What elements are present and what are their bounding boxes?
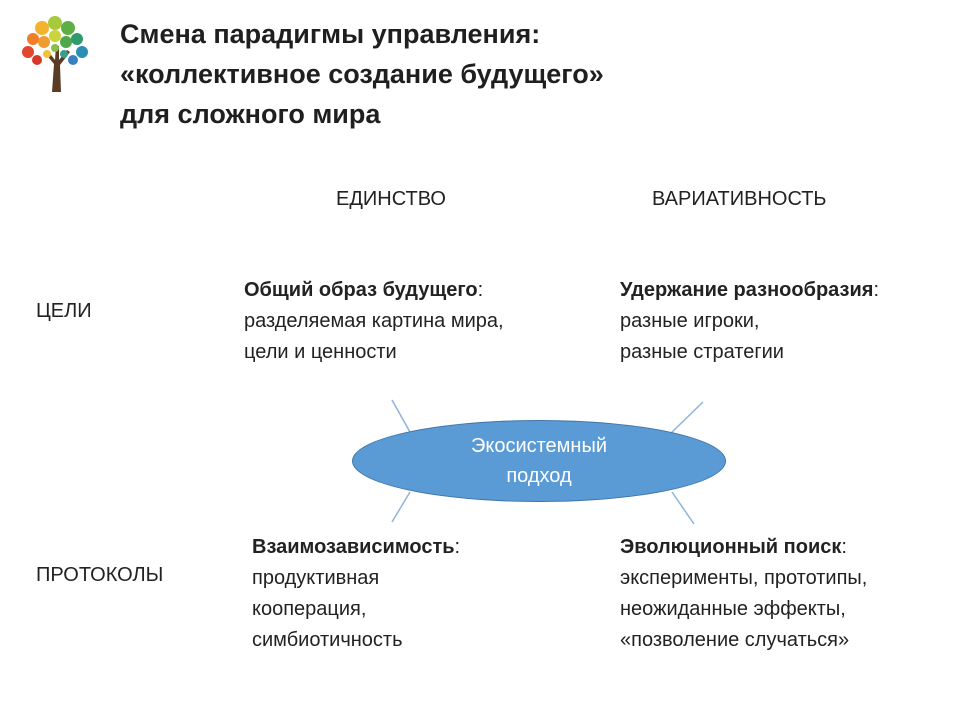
cell-line: кооперация,: [252, 598, 367, 620]
cell-heading: Эволюционный поиск: [620, 536, 842, 558]
cell-line: разные стратегии: [620, 341, 784, 363]
column-header-unity: ЕДИНСТВО: [336, 188, 446, 210]
cell-line: цели и ценности: [244, 341, 397, 363]
cell-line: «позволение случаться»: [620, 629, 850, 651]
title-line-1: Смена парадигмы управления:: [120, 19, 541, 49]
ecosystem-approach-oval: [352, 420, 726, 502]
cell-protocols-unity: Взаимозависимость: продуктивная кооперация, симбиотичность: [252, 532, 460, 656]
connector-top-right: [670, 402, 703, 434]
cell-line: неожиданные эффекты,: [620, 598, 846, 620]
oval-line-1: Экосистемный: [470, 435, 608, 457]
connector-bottom-left: [392, 492, 410, 522]
cell-heading: Общий образ будущего: [244, 279, 478, 301]
oval-line-2: подход: [506, 465, 572, 487]
column-header-variability: ВАРИАТИВНОСТЬ: [652, 188, 827, 210]
cell-line: симбиотичность: [252, 629, 403, 651]
cell-goals-unity: Общий образ будущего: разделяемая картина мира, цели и ценности: [244, 275, 504, 368]
cell-line: эксперименты, прототипы,: [620, 567, 868, 589]
connector-top-left: [392, 400, 410, 432]
title-line-2: «коллективное создание будущего»: [120, 59, 604, 89]
cell-goals-variability: Удержание разнообразия: разные игроки, разные стратегии: [620, 275, 879, 368]
cell-line: продуктивная: [252, 567, 380, 589]
cell-protocols-variability: Эволюционный поиск: эксперименты, прототипы, неожиданные эффекты, «позволение случаться»: [620, 532, 867, 656]
connector-bottom-right: [672, 492, 694, 524]
cell-line: разные игроки,: [620, 310, 760, 332]
row-header-protocols: ПРОТОКОЛЫ: [36, 564, 164, 586]
cell-heading: Удержание разнообразия: [620, 279, 874, 301]
cell-line: разделяемая картина мира,: [244, 310, 504, 332]
cell-heading: Взаимозависимость: [252, 536, 455, 558]
row-header-goals: ЦЕЛИ: [36, 300, 92, 322]
title-line-3: для сложного мира: [120, 99, 381, 129]
